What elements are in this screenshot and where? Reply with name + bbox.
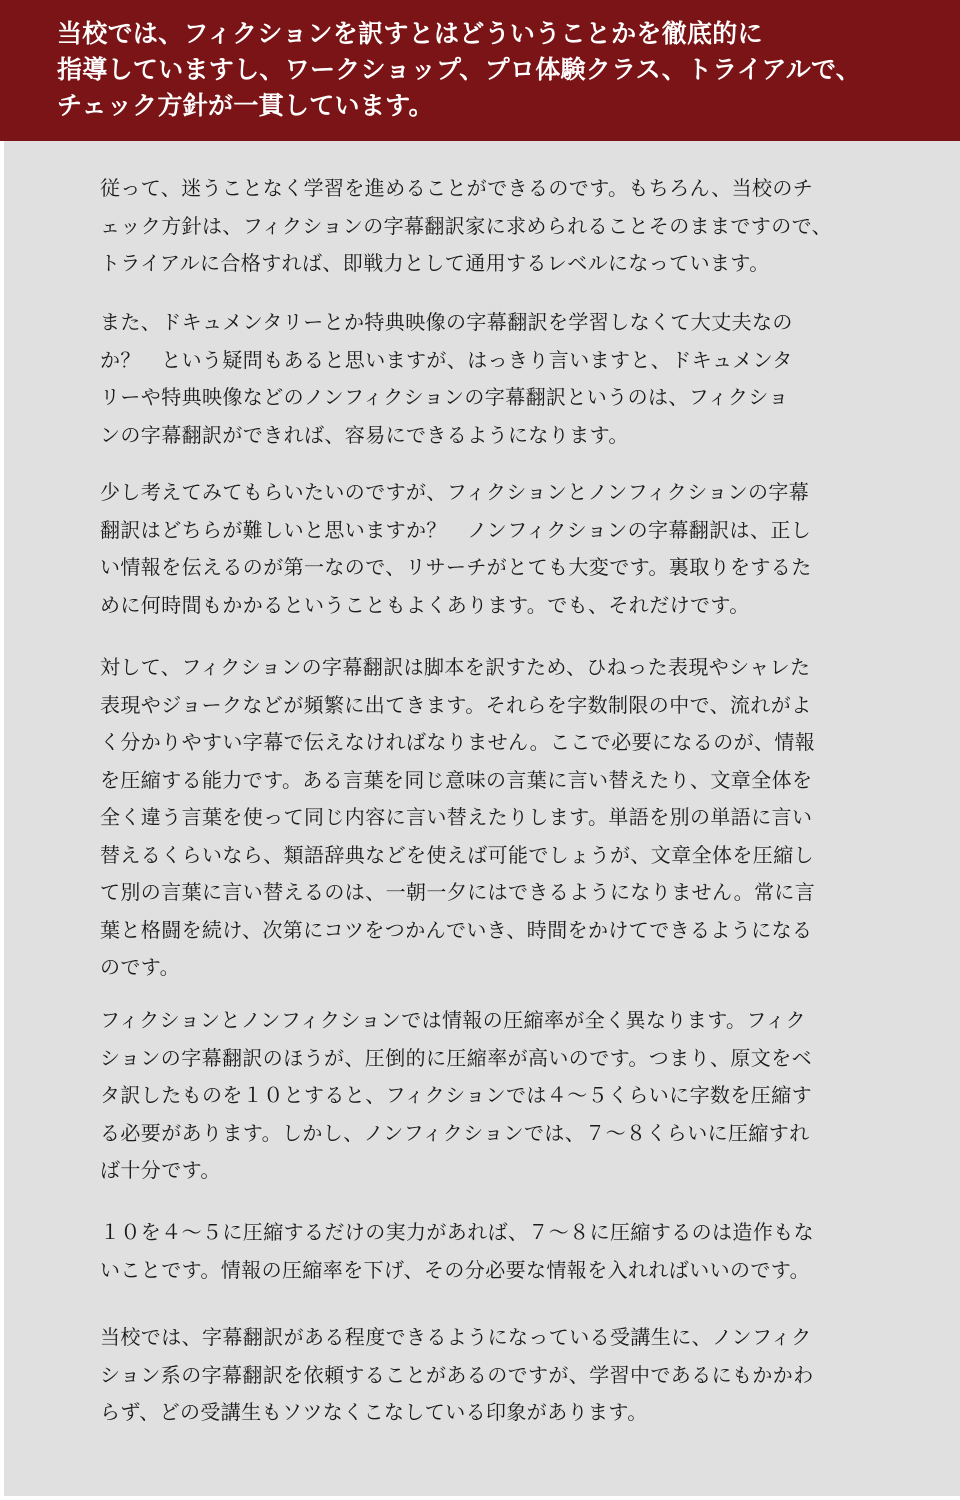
paragraph-2: また、ドキュメンタリーとか特典映像の字幕翻訳を学習しなくて大丈夫なの か？ という疑問もあると思いますが、はっきり言いますと、ドキュメンタ リーや特典映像などのノンフィクションの字幕翻訳というのは、フィクショ ンの字幕翻訳ができれば、容易にできるようになります。 xyxy=(100,310,793,447)
header-title: 当校では、フィクションを訳すとはどういうことかを徹底的に 指導していますし、ワークショップ、プロ体験クラス、トライアルで、 チェック方針が一貫しています。 xyxy=(57,19,862,120)
paragraph-6: １０を４～５に圧縮するだけの実力があれば、７～８に圧縮するのは造作もな いことです。情報の圧縮率を下げ、その分必要な情報を入れればいいのです。 xyxy=(100,1220,814,1282)
paragraph-7: 当校では、字幕翻訳がある程度できるようになっている受講生に、ノンフィク ション系の字幕翻訳を依頼することがあるのですが、学習中であるにもかかわ らず、どの受講生もソツなくこなしている印象があります。 xyxy=(100,1325,814,1424)
paragraph-5: フィクションとノンフィクションでは情報の圧縮率が全く異なります。フィク ションの字幕翻訳のほうが、圧倒的に圧縮率が高いのです。つまり、原文をベ タ訳したものを１０とすると、フィクションでは４～５くらいに字数を圧縮す る必要があります。しかし、ノンフィクションでは、７～８くらいに圧縮すれ ば十分です。 xyxy=(100,1008,812,1182)
paragraph-4: 対して、フィクションの字幕翻訳は脚本を訳すため、ひねった表現やシャレた 表現やジョークなどが頻繁に出てきます。それらを字数制限の中で、流れがよ く分かりやすい字幕で伝えなければなりません。ここで必要になるのが、情報 を圧縮する能力です。ある言葉を同じ意味の言葉に言い替えたり、文章全体を 全く違う言葉を使って同じ内容に言い替えたりします。単語を別の単語に言い 替えるくらいなら、類語辞典などを使えば可能でしょうが、文章全体を圧縮し て別の言葉に言い替えるのは、一朝一夕にはできるようになりません。常に言 葉と格闘を続け、次第にコツをつかんでいき、時間をかけてできるようになる のです。 xyxy=(100,655,816,979)
paragraph-1: 従って、迷うことなく学習を進めることができるのです。もちろん、当校のチ ェック方針は、フィクションの字幕翻訳家に求められることそのままですので、 トライアルに合格すれば、即戦力として通用するレベルになっています。 xyxy=(100,176,832,275)
paragraph-3: 少し考えてみてもらいたいのですが、フィクションとノンフィクションの字幕 翻訳はどちらが難しいと思いますか？ ノンフィクションの字幕翻訳は、正し い情報を伝えるのが第一なので、リサーチがとても大変です。裏取りをするた めに何時間もかかるということもよくあります。でも、それだけです。 xyxy=(100,480,812,617)
header-banner xyxy=(0,0,960,141)
article-body xyxy=(4,141,960,1496)
